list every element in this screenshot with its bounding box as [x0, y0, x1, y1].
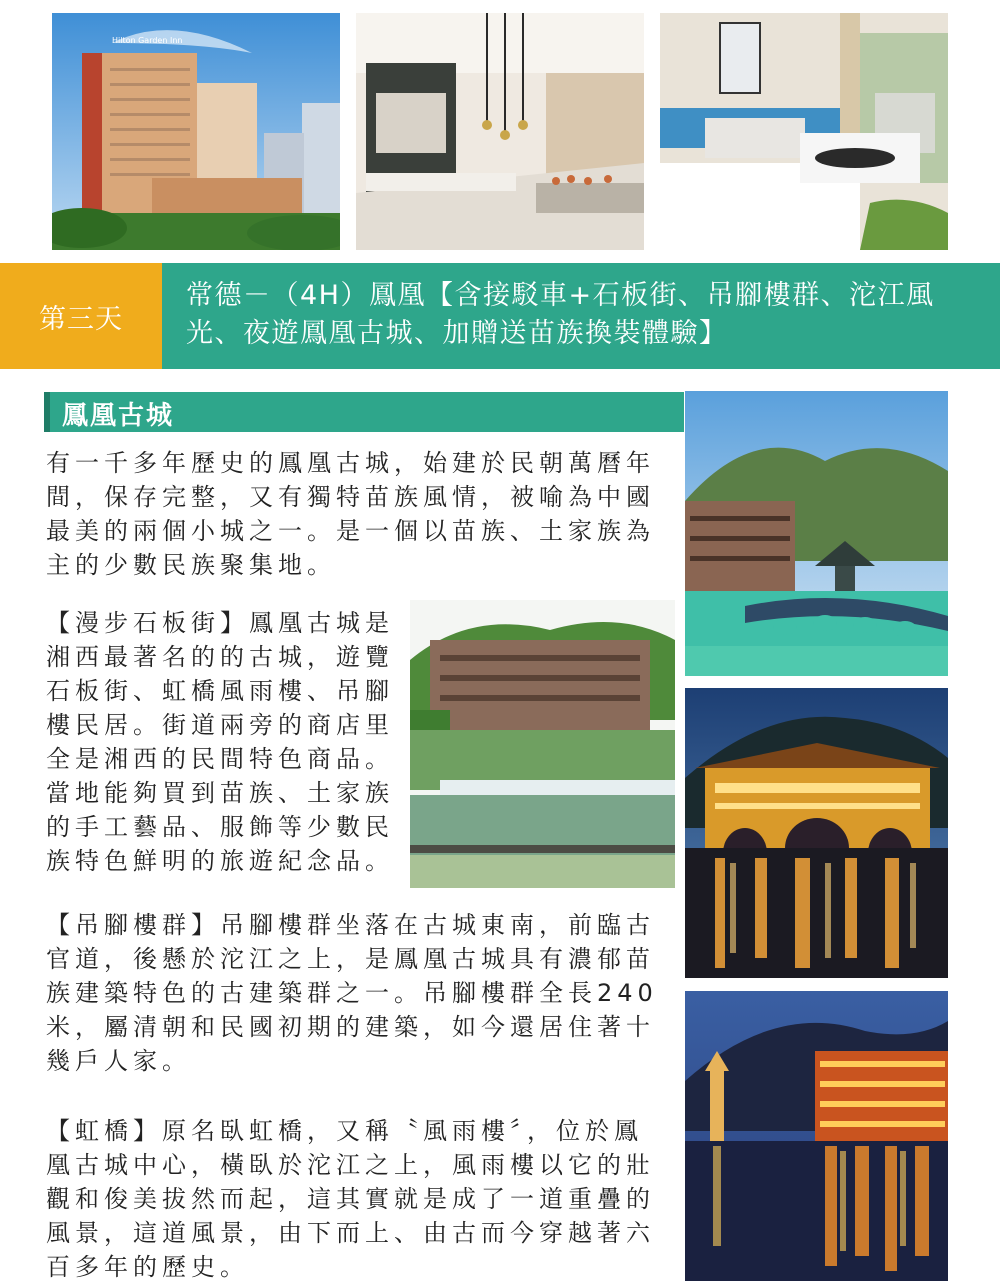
section-header [44, 392, 684, 432]
fenghuang-bridge-day-photo [685, 391, 948, 676]
day-label: 第三天 [0, 263, 162, 369]
rainbow-bridge-paragraph: 【虹橋】原名臥虹橋，又稱〝風雨樓〞，位於鳳凰古城中心，橫臥於沱江之上，風雨樓以它的壯觀和俊美拔然而起，這其實就是成了一道重疊的風景，這道風景，由下而上、由古而今穿越著六百多年的歷史。 [46, 1117, 655, 1281]
fenghuang-bridge-night-photo [685, 688, 948, 978]
day-title: 常德－（4H）鳳凰【含接駁車+石板街、吊腳樓群、沱江風光、夜遊鳳凰古城、加贈送苗族換裝體驗】 [186, 280, 935, 349]
river-town-photo [410, 600, 675, 888]
hotel-sign-text: Hilton Garden Inn [112, 36, 183, 45]
hotel-exterior-photo [52, 13, 340, 250]
intro-paragraph: 有一千多年歷史的鳳凰古城，始建於民朝萬曆年間，保存完整，又有獨特苗族風情，被喻為中國最美的兩個小城之一。是一個以苗族、土家族為主的少數民族聚集地。 [46, 449, 655, 579]
hotel-restaurant-photo [356, 13, 644, 250]
stilt-houses-paragraph: 【吊腳樓群】吊腳樓群坐落在古城東南，前臨古官道，後懸於沱江之上，是鳳凰古城具有濃郁苗族建築特色的古建築群之一。吊腳樓群全長240米，屬清朝和民國初期的建築，如今還居住著十幾戶人家。 [46, 911, 658, 1075]
stone-street-paragraph: 【漫步石板街】鳳凰古城是湘西最著名的的古城，遊覽石板街、虹橋風雨樓、吊腳樓民居。街道兩旁的商店里全是湘西的民間特色商品。當地能夠買到苗族、土家族的手工藝品、服飾等少數民族特色鮮明的旅遊紀念品。 [46, 609, 394, 875]
section-title: 鳳凰古城 [62, 401, 175, 431]
day-banner [0, 263, 1000, 369]
fenghuang-night-river-photo [685, 991, 948, 1281]
hotel-room-photo [660, 13, 948, 250]
